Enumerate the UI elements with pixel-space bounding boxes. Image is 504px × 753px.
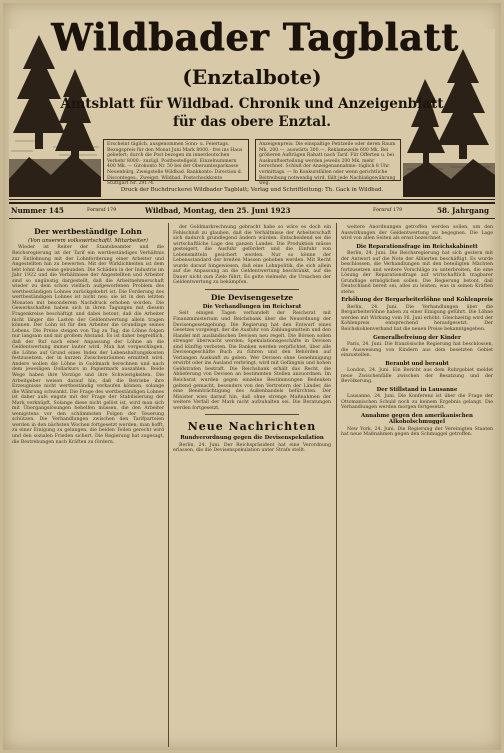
newspaper-page: [3, 3, 501, 750]
news-body: Berlin, 24. Juni. Der Reichspräsident hat eine Verordnung erlassen, die die Devisenspekulation unter Strafe stellt.: [173, 442, 331, 454]
article-body: Wieder ist Reiter der Staatsbeamter und die Reichsregierung ist der Tarif ein wertbeständiges Verhältnis zur Entlohnung mit der Lohnforderung einer Arbeiter und Angestellten hin zu bewerten. Mit der Wirklichkeiten ist dem lebt lohnt das seine gebunden. Die Schäden in der Industrie im Jahr 1922 und die Verhältnisse der Angestellten und Arbeiter sind so ungünstig dargestellt, daß die Arbeitnehmerschaft wieder zu dem schon vielfach aufgeworfenen Problem des wertbeständigen Lohnes zurückgekehrt ist. Die Forderung des wertbeständigen Lohnes ist nicht neu; sie ist in den letzten Monaten mit besonderem Nachdruck erhoben worden. Die Gewerkschaften haben sich in ihren Tagungen mit diesem Fragenkreise beschäftigt und dabei betont, daß die Arbeiter nicht länger die Lasten der Geldentwertung allein tragen können. Der Lohn ist für den Arbeiter die Grundlage seines Lebens. Die Preise steigen von Tag zu Tag; die Löhne folgen nur langsam und mit großem Abstand. Es ist daher begreiflich, daß der Ruf nach einer Anpassung der Löhne an die Geldentwertung immer lauter wird. Man hat vorgeschlagen, die Löhne auf Grund eines Index der Lebenshaltungskosten festzusetzen, der in kurzen Zwischenräumen ermittelt wird. Andere wollen die Löhne in Goldmark berechnen und nach dem jeweiligen Dollarkurs in Papiermark auszahlen. Beide Wege haben ihre Vorzüge und ihre Schwierigkeiten. Die Arbeitgeber weisen darauf hin, daß die Betriebe ihre Erzeugnisse nicht wertbeständig verkaufen können, solange die Währung schwankt. Die Frage des wertbeständigen Lohnes ist daher aufs engste mit der Frage der Stabilisierung der Mark verknüpft. Solange diese nicht gelöst ist, wird man sich mit Übergangslösungen behelfen müssen, die den Arbeiter wenigstens vor den schlimmsten Folgen der Teuerung schützen. Die Verhandlungen zwischen den Tarifparteien werden in den nächsten Wochen fortgesetzt werden; man hofft, zu einer Einigung zu gelangen, die beiden Teilen gerecht wird und den sozialen Frieden sichert. Die Regierung hat zugesagt, die Bestrebungen nach Kräften zu fördern.: [12, 245, 164, 445]
masthead: [3, 3, 501, 211]
news-headline: Generalbefreiung der Kinder: [373, 334, 461, 341]
phone-number-right: Fernruf 179: [373, 208, 403, 213]
news-headline: Beraubt und beraubt: [385, 360, 449, 367]
article-body-continued: der Goldmarkrechnung gebracht habe so wäre es doch ein Fehlschluß zu glauben, daß die Verhältnisse der Arbeiterschaft sich dadurch grundlegend ändern würden. Entscheidend sei die wirtschaftliche Lage des ganzen Landes. Die Produktion müsse gesteigert, die Ausfuhr gefördert und die Einfuhr von Lebensmitteln gesichert werden. Nur so könne der Lebensstandard der breiten Massen gehoben werden. Mit Recht wurde darauf hingewiesen, daß eine Lohnpolitik, die sich allein auf die Anpassung an die Geldentwertung beschränkt, auf die Dauer nicht zum Ziele führt. Es gelte vielmehr, die Ursachen der Geldentwertung zu bekämpfen.: [173, 225, 331, 286]
article-subheadline: Die Verhandlungen im Reichsrat: [202, 304, 302, 311]
subscription-info-box: Erscheint täglich, ausgenommen Sonn- u. Feiertags. Bezugspreis für den Monat Juni Mark 8000.- frei ins Haus geliefert; durch die Post bezogen im innerdeutschen Verkehr 8000.- zuzügl. Postbestellgeld. Einzelnummern 400 Mk. — Girokonto Nr. 50 bei der Oberamtssparkasse Neuenbürg, Zweigstelle Wildbad. Bankkonto: Direction d. Discontoges., Zweigst. Wildbad. Postscheckkonto Stuttgart Nr. 29174.: [103, 139, 249, 181]
article-headline: Der wertbeständige Lohn: [34, 227, 142, 236]
issue-info-bar: [11, 205, 493, 217]
phone-number-left: Fernruf 179: [87, 208, 117, 213]
divider-rule-thick: [9, 202, 495, 204]
volume-number: 58. Jahrgang: [437, 206, 490, 215]
news-body: Berlin, 24. Juni. Die Reichsregierung hat sich gestern mit der Antwort auf die Note der Alliierten beschäftigt. Es wurde beschlossen, die Verhandlungen mit den beteiligten Mächten fortzusetzen und weitere Vorschläge zu unterbreiten, die eine Lösung der Reparationsfrage auf wirtschaftlich tragbarer Grundlage ermöglichen sollen. Die Regierung betont, daß Deutschland bereit sei, alles zu leisten, was in seinen Kräften stehe.: [341, 251, 493, 295]
news-body: Berlin, 24. Juni. Die Verhandlungen über die Bergarbeiterlöhne haben zu einer Einigung geführt. Die Löhne werden mit Wirkung vom 16. Juni erhöht. Gleichzeitig wird der Kohlenpreis entsprechend heraufgesetzt. Der Reichskohlenverband hat die neuen Preise bekanntgegeben.: [341, 304, 493, 333]
news-body: Lausanne, 24. Juni. Die Konferenz ist über die Frage der Ottomanischen Schuld noch zu keinem Ergebnis gelangt. Die Verhandlungen werden morgen fortgesetzt.: [341, 394, 493, 411]
news-body: Paris, 24. Juni. Die französische Regierung hat beschlossen, die Ausweisung von Kindern aus dem besetzten Gebiet einzustellen.: [341, 341, 493, 359]
article-column-1: [12, 225, 164, 747]
article-column-3: [341, 225, 493, 747]
newspaper-title: Wildbader Tagblatt: [51, 15, 459, 59]
article-divider: [205, 289, 300, 290]
news-subheadline: Rundverordnung gegen die Devisenspekulation: [180, 435, 324, 442]
news-headline: Die Reparationsfrage im Reichskabinett: [356, 243, 478, 250]
newspaper-subtitle: (Enztalbote): [182, 65, 322, 89]
news-headline: Der Stillstand in Lausanne: [376, 386, 458, 393]
issue-number: Nummer 145: [11, 206, 64, 215]
divider-rule-lower: [9, 218, 495, 219]
column-separator: [168, 223, 169, 747]
advertising-rates-box: Anzeigenpreis: Die einspaltige Petitzeile oder deren Raum Mk. 200.—, auswärts 300.—, Reklamezeile 600 Mk. Bei größeren Aufträgen Rabatt nach Tarif. Für Offerten u. bei Auskunftserteilung werden jeweils 200 Mk. mehr berechnet. Schluß der Anzeigenannahme: täglich 8 Uhr vormittags. — In Konkursfällen oder wenn gerichtliche Beitreibung notwendig wird, fällt jede Nachlaßgewährung weg.: [255, 139, 401, 181]
column-separator: [336, 223, 337, 747]
news-body: London, 24. Juni. Ein Bericht aus dem Ruhrgebiet meldet neue Zwischenfälle zwischen der Besatzung und der Bevölkerung.: [341, 368, 493, 385]
article-byline: (Von unserem volkswirtschaftl. Mitarbeiter): [28, 238, 148, 244]
article-headline: Die Devisengesetze: [210, 293, 294, 303]
article-body: Seit einigen Tagen verhandelt der Reichsrat mit Finanzministerium und Reichsbank über die Neuordnung der Devisengesetzgebung. Die Regierung hat den Entwurf eines Gesetzes vorgelegt, der die Ausfuhr von Zahlungsmitteln und den Handel mit ausländischen Devisen neu regelt. Die Börsen sollen strenger überwacht werden; Spekulationsgeschäfte in Devisen sind künftig verboten. Die Banken werden verpflichtet, über alle Devisengeschäfte Buch zu führen und den Behörden auf Verlangen Auskunft zu geben. Wer Devisen ohne Genehmigung erwirbt oder ins Ausland verbringt, wird mit Gefängnis und hohen Geldstrafen bestraft. Die Reichsbank erhält das Recht, die Ablieferung von Devisen an bestimmten Stellen anzuordnen. Im Reichsrat wurden gegen einzelne Bestimmungen Bedenken geltend gemacht, besonders von den Vertretern der Länder, die eine Beeinträchtigung des Außenhandels befürchten. Der Minister wies darauf hin, daß ohne strenge Maßnahmen der weitere Verfall der Mark nicht aufzuhalten sei. Die Beratungen werden fortgesetzt.: [173, 311, 332, 411]
tagline-line-2: für das obere Enztal.: [173, 114, 331, 130]
divider-rule: [9, 199, 495, 200]
news-headline: Erhöhung der Bergarbeiterlöhne und Kohlenpreis: [341, 297, 493, 304]
printer-imprint: Druck der Buchdruckerei Wildbader Tagblatt; Verlag und Schriftleitung: Th. Gack in Wildbad.: [120, 187, 384, 193]
news-headline: Annahme gegen den amerikanischen Alkoholschmuggel: [361, 412, 473, 426]
article-divider: [205, 414, 300, 415]
article-body-continued: weitere Anordnungen getroffen werden sollen, um den Auswirkungen der Geldentwertung zu begegnen. Die Lage wird von allen Seiten als ernst bezeichnet.: [341, 225, 493, 242]
article-column-2: [173, 225, 331, 747]
news-body: New York, 24. Juni. Die Regierung der Vereinigten Staaten hat neue Maßnahmen gegen den Schmuggel getroffen.: [341, 426, 493, 438]
news-section-headline: Neue Nachrichten: [187, 420, 317, 434]
dateline: Wildbad, Montag, den 25. Juni 1923: [145, 206, 291, 215]
tagline-line-1: Amtsblatt für Wildbad. Chronik und Anzeigenblatt: [60, 96, 444, 112]
